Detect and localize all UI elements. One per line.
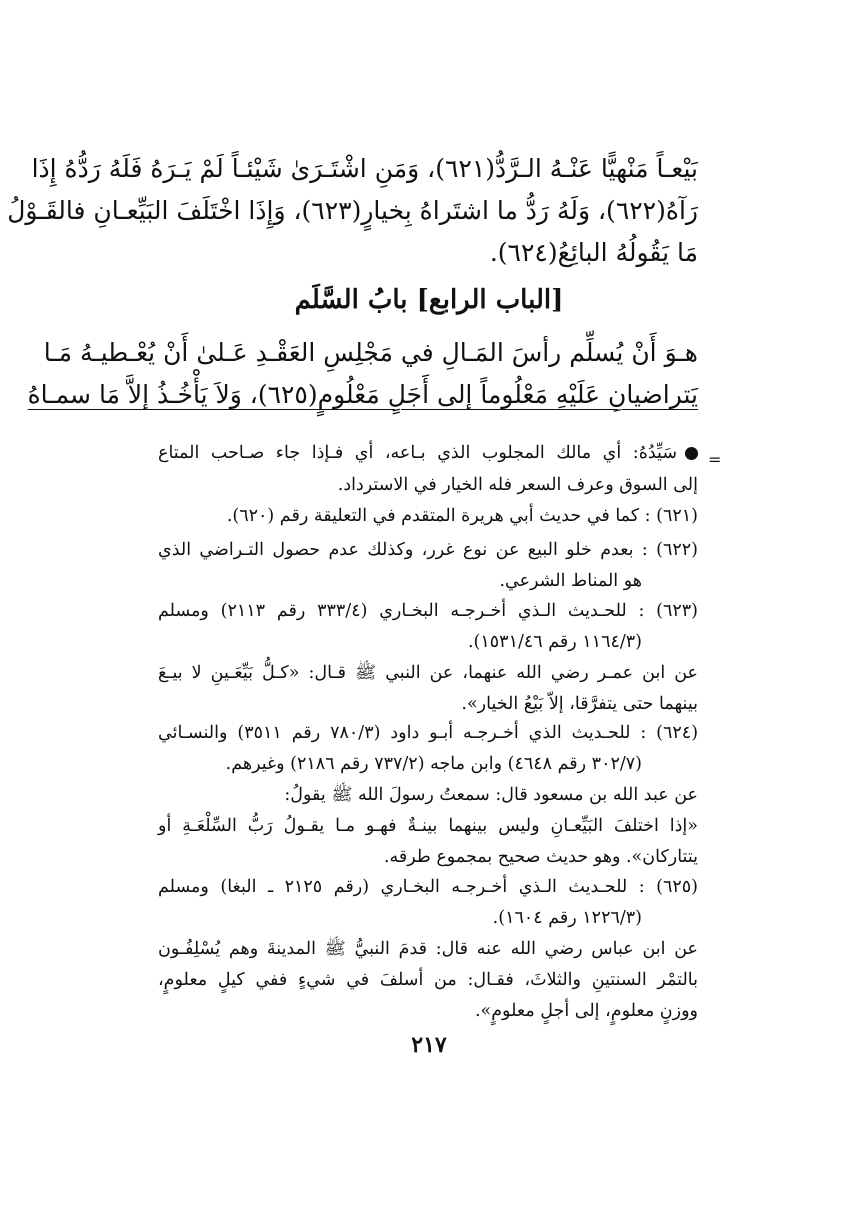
footnote-623-line-4: بينهما حتى يتفرَّقا، إلاّ بَيْعُ الخيار». — [461, 694, 698, 714]
footnote-sayyiduhu-line-2: إلى السوق وعرف السعر فله الخيار في الاسترداد. — [337, 475, 698, 495]
footnote-623-line-3: عن ابن عمـر رضي الله عنهما، عن النبي ﷺ قـال: «كـلُّ بَيِّعَـينِ لا بيـعَ — [158, 663, 698, 683]
footnote-622-line-2: هو المناط الشرعي. — [499, 571, 642, 591]
footnote-623-line-2: (١١٦٤/٣ رقم ١٥٣١/٤٦). — [467, 632, 642, 652]
footnote-624-line-2: (٣٠٢/٧ رقم ٤٦٤٨) وابن ماجه (٧٣٧/٢ رقم ٢١٨٦) وغيرهم. — [225, 754, 642, 774]
footnote-sayyiduhu-line-1 — [158, 438, 698, 468]
matn2-line-2 — [27, 374, 698, 416]
footnote-622-line-1: (٦٢٢) : بعدم خلو البيع عن نوع غرر، وكذلك عدم حصول التـراضي الذي — [158, 540, 698, 560]
footnote-623-line-1: (٦٢٣) : للحـديث الـذي أخـرجـه البخـاري (٣٣٣/٤ رقم ٢١١٣) ومسلم — [158, 601, 698, 621]
bullet-icon — [685, 447, 698, 460]
page-number: ٢١٧ — [411, 1032, 447, 1058]
matn2-line-2-text: يَتراضيانِ عَلَيْهِ مَعْلُوماً إلى أَجَلٍ مَعْلُومٍ(٦٢٥)، وَلاَ يَأْخُـذُ إلاَّ مَا سمـاهُ — [27, 380, 698, 409]
footnote-625-line-5: ووزنٍ معلومٍ، إلى أجلٍ معلومٍ». — [474, 1001, 698, 1021]
footnote-625-line-2: (١٢٢٦/٣ رقم ١٦٠٤). — [492, 908, 642, 928]
footnote-625-line-4: بالتمْر السنتينِ والثلاثَ، فقـال: من أسلفَ في شيءٍ ففي كيلٍ معلومٍ، — [158, 970, 698, 990]
matn-line-3: مَا يَقُولُهُ البائِعُ(٦٢٤). — [489, 238, 698, 267]
footnote-624-line-3: عن عبد الله بن مسعود قال: سمعتُ رسولَ الله ﷺ يقولُ: — [284, 785, 698, 805]
footnote-621: (٦٢١) : كما في حديث أبي هريرة المتقدم في التعليقة رقم (٦٢٠). — [226, 506, 698, 526]
footnote-continuation-mark: = — [708, 450, 722, 469]
footnote-625-line-3: عن ابن عباس رضي الله عنه قال: قدمَ النبيُّ ﷺ المدينةَ وهم يُسْلِفُـون — [158, 939, 698, 959]
matn-line-2: رَآهُ(٦٢٢)، وَلَهُ رَدُّ ما اشتَراهُ بِخيارٍ(٦٢٣)، وَإِذَا اخْتَلَفَ البَيِّعـانِ فالقَـوْلُ — [7, 196, 698, 225]
matn2-line-1: هـوَ أَنْ يُسلِّم رأسَ المَـالِ في مَجْلِسِ العَقْـدِ عَـلىٰ أَنْ يُعْـطيـهُ مَـا — [43, 338, 698, 367]
chapter-heading: [الباب الرابع] بابُ السَّلَم — [294, 285, 564, 315]
footnote-624-line-5: يتتاركان». وهو حديث صحيح بمجموع طرقه. — [383, 847, 698, 867]
matn-line-1: بَيْعـاً مَنْهيًّا عَنْـهُ الـرَّدُّ(٦٢١)، وَمَنِ اشْتَـرَىٰ شَيْئـاً لَمْ يَـرَهُ فَلَهُ رَدُّهُ إِذَا — [31, 154, 698, 183]
footnote-625-line-1: (٦٢٥) : للحـديث الـذي أخـرجـه البخـاري (رقم ٢١٢٥ ـ البغا) ومسلم — [158, 877, 698, 897]
footnote-624-line-1: (٦٢٤) : للحـديث الذي أخـرجـه أبـو داود (٧٨٠/٣ رقم ٣٥١١) والنسـائي — [158, 723, 699, 743]
footnote-text: سَيِّدُهُ: أي مالك المجلوب الذي بـاعه، أي فـإذا جاء صـاحب المتاع — [158, 443, 677, 463]
footnote-624-line-4: «إذا اختلفَ البَيِّعـانِ وليس بينهما بينـةٌ فهـو مـا يقـولُ رَبُّ السِّلْعَـةِ أو — [158, 816, 698, 836]
